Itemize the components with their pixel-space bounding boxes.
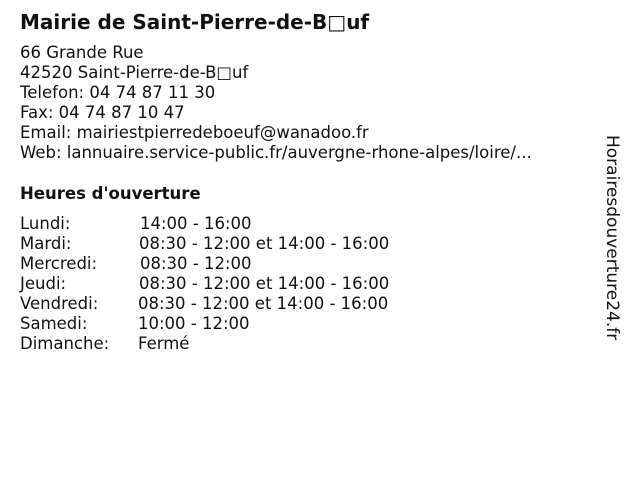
time-range: 10:00 - 12:00	[138, 314, 250, 333]
time-range: Fermé	[138, 334, 190, 353]
day-label: Mercredi:	[20, 254, 98, 273]
day-label: Jeudi:	[20, 274, 67, 293]
opening-hours-heading: Heures d'ouverture	[20, 184, 201, 203]
address-street: 66 Grande Rue	[20, 43, 144, 62]
time-range: 08:30 - 12:00 et 14:00 - 16:00	[139, 274, 390, 293]
website-link[interactable]: Web: lannuaire.service-public.fr/auvergne-rhone-alpes/loire/...	[20, 143, 532, 162]
day-label: Mardi:	[20, 234, 72, 253]
phone-number: Telefon: 04 74 87 11 30	[20, 83, 216, 102]
day-label: Dimanche:	[20, 334, 110, 353]
address-city: 42520 Saint-Pierre-de-B□uf	[20, 63, 249, 82]
day-label: Samedi:	[20, 314, 88, 333]
email-link[interactable]: Email: mairiestpierredeboeuf@wanadoo.fr	[20, 123, 369, 142]
contact-block	[20, 43, 532, 163]
page-title: Mairie de Saint-Pierre-de-B□uf	[20, 10, 370, 34]
day-label: Lundi:	[20, 214, 71, 233]
time-range: 14:00 - 16:00	[140, 214, 252, 233]
time-range: 08:30 - 12:00 et 14:00 - 16:00	[138, 294, 389, 313]
time-range: 08:30 - 12:00 et 14:00 - 16:00	[139, 234, 390, 253]
day-label: Vendredi:	[20, 294, 99, 313]
time-range: 08:30 - 12:00	[140, 254, 252, 273]
fax-number: Fax: 04 74 87 10 47	[20, 103, 185, 122]
site-watermark: Horairesdouverture24.fr	[602, 135, 622, 341]
